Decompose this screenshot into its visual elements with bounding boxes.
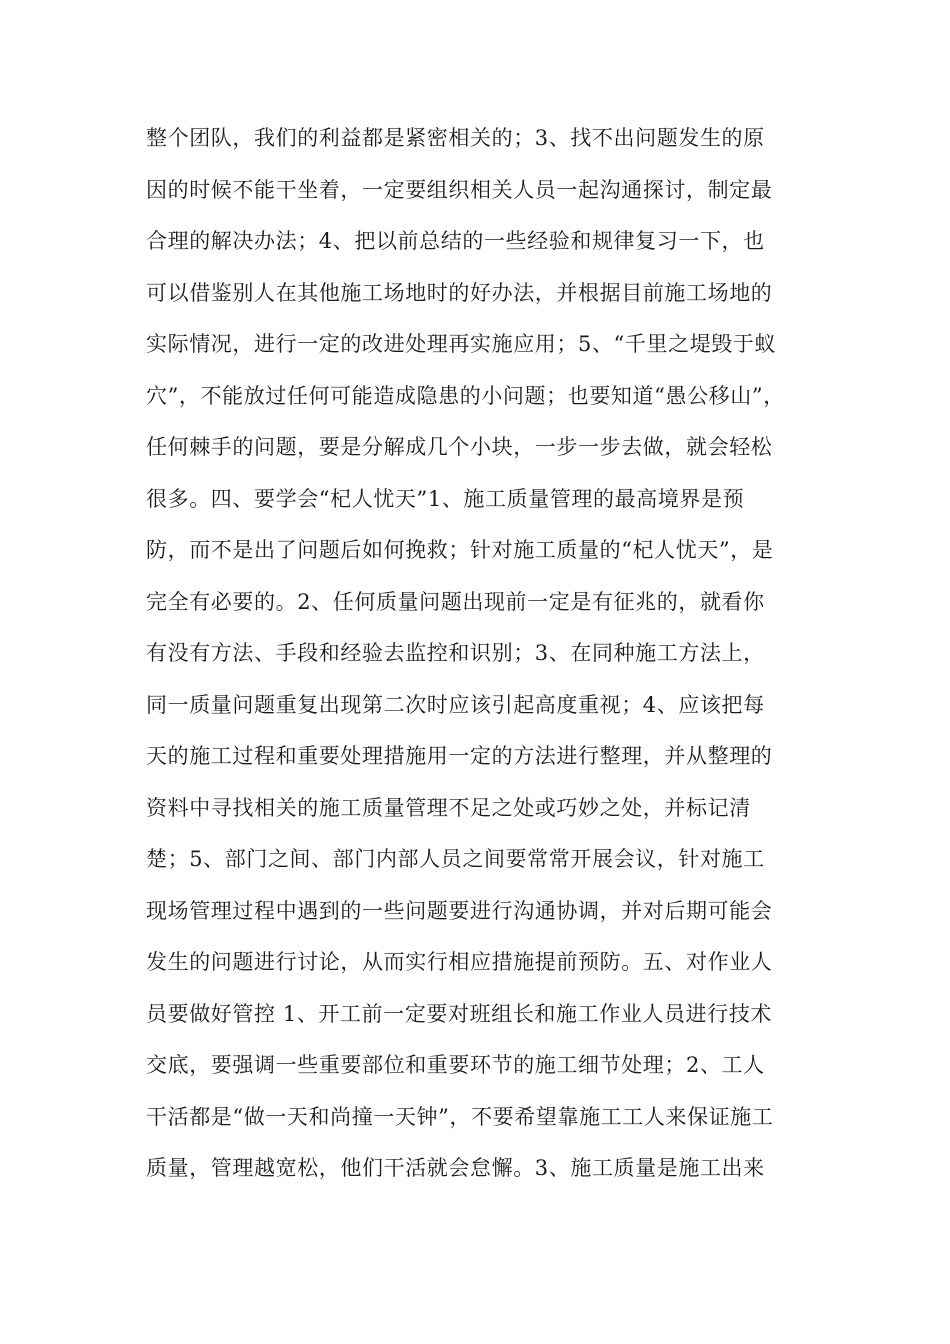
text-line-15: 楚；5、部门之间、部门内部人员之间要常常开展会议，针对施工: [146, 847, 765, 871]
text-line-6: 穴”，不能放过任何可能造成隐患的小问题；也要知道“愚公移山”，: [146, 383, 785, 408]
text-line-11: 有没有方法、手段和经验去监控和识别；3、在同种施工方法上，: [146, 641, 765, 665]
text-line-19: 交底，要强调一些重要部位和重要环节的施工细节处理；2、工人: [146, 1053, 765, 1077]
text-line-9: 防，而不是出了问题后如何挽救；针对施工质量的“杞人忧天”，是: [146, 538, 774, 562]
text-line-4: 可以借鉴别人在其他施工场地时的好办法，并根据目前施工场地的: [146, 280, 773, 305]
text-line-1: 整个团队，我们的利益都是紧密相关的；3、找不出问题发生的原: [146, 126, 765, 150]
text-line-2: 因的时候不能干坐着，一定要组织相关人员一起沟通探讨，制定最: [146, 177, 773, 202]
text-line-18: 员要做好管控 1、开工前一定要对班组长和施工作业人员进行技术: [146, 1001, 773, 1026]
text-line-14: 资料中寻找相关的施工质量管理不足之处或巧妙之处，并标记清: [146, 795, 751, 820]
text-line-12: 同一质量问题重复出现第二次时应该引起高度重视；4、应该把每: [146, 692, 765, 717]
text-line-13: 天的施工过程和重要处理措施用一定的方法进行整理，并从整理的: [146, 744, 773, 768]
text-line-21: 质量，管理越宽松，他们干活就会怠懈。3、施工质量是施工出来: [146, 1156, 765, 1180]
body-text: [146, 120, 806, 1202]
text-line-3: 合理的解决办法；4、把以前总结的一些经验和规律复习一下，也: [146, 229, 765, 253]
text-line-16: 现场管理过程中遇到的一些问题要进行沟通协调，并对后期可能会: [146, 898, 773, 923]
text-line-8: 很多。四、要学会“杞人忧天”1、施工质量管理的最高境界是预: [146, 486, 745, 511]
text-line-5: 实际情况，进行一定的改进处理再实施应用；5、“千里之堤毁于蚁: [146, 332, 777, 356]
text-line-20: 干活都是“做一天和尚撞一天钟”，不要希望靠施工工人来保证施工: [146, 1104, 774, 1129]
text-line-10: 完全有必要的。2、任何质量问题出现前一定是有征兆的，就看你: [146, 589, 765, 614]
text-line-7: 任何棘手的问题，要是分解成几个小块，一步一步去做，就会轻松: [146, 435, 773, 459]
text-line-17: 发生的问题进行讨论，从而实行相应措施提前预防。五、对作业人: [146, 950, 773, 974]
